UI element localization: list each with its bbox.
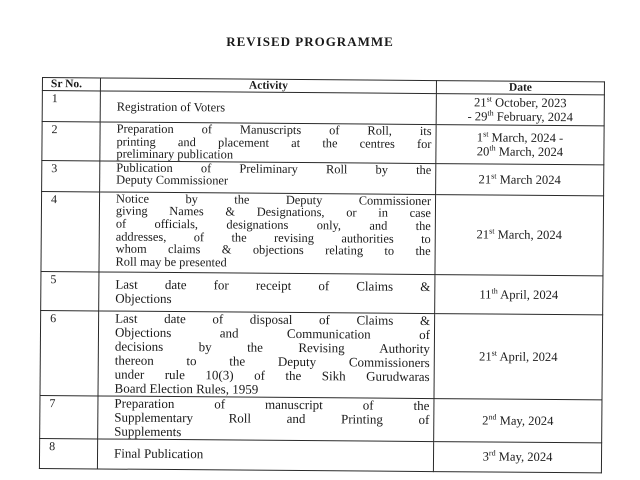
date-ordinal-suffix: th bbox=[491, 286, 498, 296]
table-row bbox=[40, 395, 602, 442]
date-line bbox=[436, 172, 603, 187]
date-day: 21 bbox=[473, 95, 487, 110]
activity-line: of officials, designations only, and the bbox=[115, 216, 431, 234]
date-rest: March, 2024 bbox=[494, 227, 563, 243]
activity-line: Publication of Preliminary Roll by the bbox=[116, 160, 432, 177]
header-activity: Activity bbox=[100, 78, 436, 94]
activity-line: Registration of Voters bbox=[116, 99, 226, 115]
table-row bbox=[42, 91, 604, 126]
row-activity bbox=[100, 91, 436, 125]
row-date bbox=[436, 125, 604, 165]
date-day: 21 bbox=[476, 227, 490, 242]
header-date: Date bbox=[436, 81, 604, 95]
date-ordinal-suffix: nd bbox=[488, 412, 497, 422]
activity-line: giving Names & Designations, or in case bbox=[115, 203, 431, 221]
row-date bbox=[434, 398, 602, 442]
date-day: 1 bbox=[476, 130, 484, 145]
date-day: 2 bbox=[482, 413, 489, 428]
date-ordinal-suffix: st bbox=[491, 348, 498, 358]
row-activity bbox=[100, 122, 436, 163]
row-sr-number: 7 bbox=[40, 395, 98, 438]
date-line bbox=[435, 349, 602, 364]
row-activity bbox=[100, 161, 436, 195]
activity-line: Supplements bbox=[114, 423, 182, 439]
activity-line: Roll may be presented bbox=[115, 254, 227, 270]
row-sr-number: 2 bbox=[42, 122, 100, 161]
date-rest: March, 2024 - bbox=[488, 130, 564, 145]
table-row bbox=[42, 122, 604, 165]
date-rest: May, 2024 bbox=[496, 413, 554, 428]
activity-line: addresses, of the revising authorities to bbox=[115, 229, 431, 246]
header-sr-no: Sr No. bbox=[42, 78, 100, 91]
date-day: 20 bbox=[476, 144, 490, 159]
date-line bbox=[434, 449, 601, 464]
activity-line: thereon to the Deputy Commissioners bbox=[114, 352, 430, 370]
date-rest: May, 2024 bbox=[495, 449, 553, 465]
row-activity bbox=[98, 396, 434, 442]
date-line bbox=[436, 130, 603, 145]
date-day: 11 bbox=[479, 287, 492, 302]
date-ordinal-suffix: th bbox=[489, 143, 496, 153]
activity-line: printing and placement at the centres for bbox=[116, 134, 432, 151]
activity-line: Preparation of manuscript of the bbox=[114, 395, 430, 413]
row-date bbox=[435, 274, 603, 314]
row-activity bbox=[97, 439, 433, 472]
date-line bbox=[437, 95, 604, 110]
activity-line: Notice by the Deputy Commissioner bbox=[115, 191, 432, 208]
date-rest: February, 2024 bbox=[493, 109, 573, 125]
activity-line: Last date of disposal of Claims & bbox=[115, 310, 431, 328]
date-rest: April, 2024 bbox=[497, 287, 559, 302]
table-row bbox=[41, 191, 604, 275]
date-rest: March 2024 bbox=[496, 172, 561, 187]
date-ordinal-suffix: th bbox=[487, 108, 494, 118]
date-line bbox=[434, 413, 601, 428]
activity-line: whom claims & objections relating to the bbox=[115, 241, 431, 259]
activity-line: Final Publication bbox=[113, 445, 204, 462]
activity-line: Deputy Commissioner bbox=[116, 172, 229, 188]
row-sr-number: 8 bbox=[39, 438, 97, 468]
row-sr-number: 4 bbox=[41, 191, 100, 271]
row-sr-number: 6 bbox=[40, 310, 99, 395]
table-row bbox=[41, 271, 603, 314]
date-rest: April, 2024 bbox=[496, 349, 558, 364]
date-rest: March, 2024 bbox=[495, 144, 564, 159]
activity-line: Supplementary Roll and Printing of bbox=[114, 409, 430, 427]
date-line bbox=[437, 109, 604, 124]
row-activity bbox=[99, 272, 435, 314]
row-date bbox=[435, 194, 604, 275]
programme-table-wrapper bbox=[39, 77, 604, 473]
table-body bbox=[39, 91, 604, 473]
date-ordinal-suffix: st bbox=[491, 171, 497, 181]
row-date bbox=[433, 441, 601, 472]
date-line bbox=[436, 144, 603, 159]
row-date bbox=[434, 313, 603, 399]
activity-line: Last date for receipt of Claims & bbox=[115, 276, 431, 294]
date-line bbox=[436, 227, 603, 242]
programme-table bbox=[39, 77, 605, 473]
activity-line: preliminary publication bbox=[116, 146, 234, 162]
table-row bbox=[40, 310, 603, 399]
row-date bbox=[436, 94, 604, 126]
row-sr-number: 1 bbox=[42, 91, 100, 122]
date-day: 3 bbox=[482, 449, 489, 464]
activity-line: Objections and Communication of bbox=[114, 324, 431, 342]
row-activity bbox=[99, 192, 436, 275]
date-ordinal-suffix: st bbox=[489, 226, 495, 236]
date-ordinal-suffix: st bbox=[483, 129, 489, 139]
document-title: REVISED PROGRAMME bbox=[226, 34, 394, 49]
date-line bbox=[435, 287, 602, 302]
activity-line: Board Election Rules, 1959 bbox=[114, 380, 259, 397]
date-day: 21 bbox=[478, 172, 492, 187]
row-sr-number: 5 bbox=[41, 271, 99, 310]
table-row bbox=[39, 438, 601, 472]
date-day: 21 bbox=[479, 349, 492, 364]
row-sr-number: 3 bbox=[42, 160, 100, 191]
date-ordinal-suffix: st bbox=[486, 94, 492, 104]
activity-line: decisions by the Revising Authority bbox=[114, 338, 430, 356]
activity-line: Preparation of Manuscripts of Roll, its bbox=[116, 121, 432, 139]
row-date bbox=[436, 163, 604, 195]
activity-line: Objections bbox=[115, 290, 172, 306]
date-ordinal-suffix: rd bbox=[488, 448, 496, 458]
activity-line: under rule 10(3) of the Sikh Gurudwaras bbox=[114, 366, 430, 384]
date-rest: October, 2023 bbox=[491, 95, 567, 111]
table-row bbox=[42, 160, 604, 195]
date-day: - 29 bbox=[467, 109, 488, 124]
row-activity bbox=[98, 311, 435, 399]
